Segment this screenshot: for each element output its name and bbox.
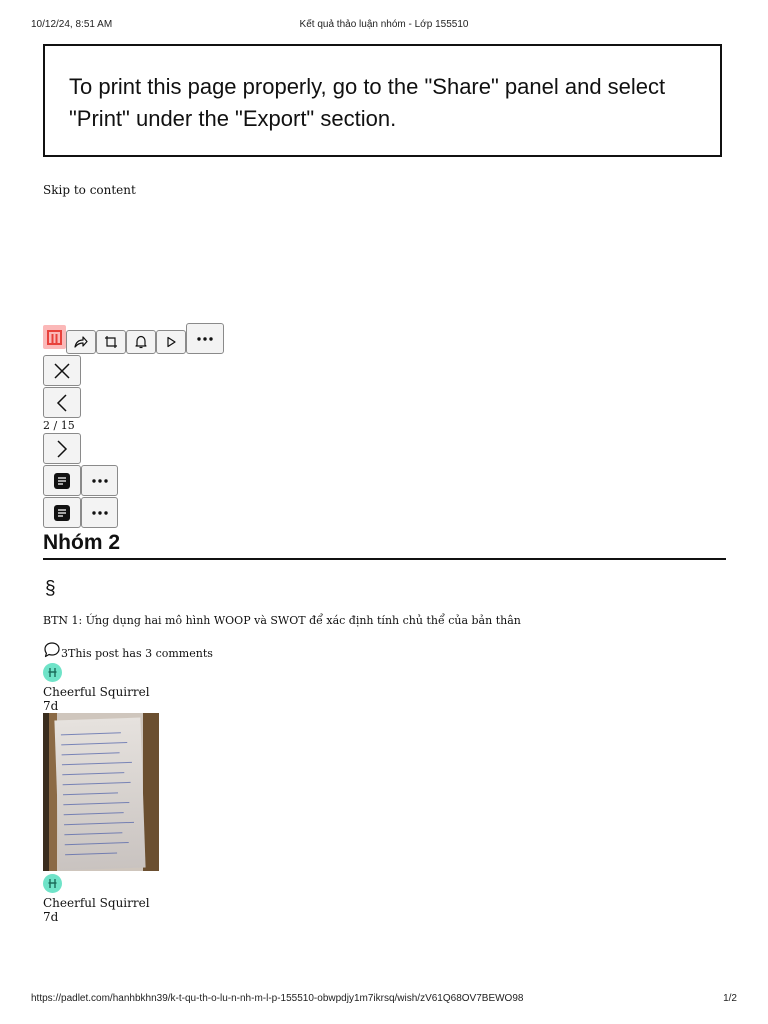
post-more-button[interactable] — [81, 465, 118, 496]
more-icon — [196, 337, 214, 341]
skip-to-content-link[interactable]: Skip to content — [43, 183, 136, 197]
comment-author: Cheerful Squirrel — [43, 896, 150, 910]
squirrel-avatar-icon — [47, 667, 58, 678]
more-options-button[interactable] — [186, 323, 224, 354]
comment-author: Cheerful Squirrel — [43, 685, 150, 699]
post-note-button[interactable] — [43, 465, 81, 496]
more-icon — [91, 511, 109, 515]
section-title: Nhóm 2 — [43, 531, 121, 554]
comment-image-handwritten-notes[interactable] — [43, 713, 159, 871]
comment-count: 3 — [61, 647, 68, 660]
note-icon — [53, 472, 71, 490]
chevron-right-icon — [56, 439, 68, 459]
comment-count-label: This post has 3 comments — [68, 647, 213, 660]
note-icon — [53, 504, 71, 522]
share-button[interactable] — [66, 330, 96, 354]
more-icon — [91, 479, 109, 483]
play-icon — [165, 336, 177, 348]
print-notice — [43, 44, 722, 157]
close-icon — [53, 362, 71, 380]
chevron-left-icon — [56, 393, 68, 413]
print-page-title: Kết quả thảo luận nhóm - Lớp 155510 — [299, 19, 469, 30]
print-header — [31, 19, 737, 33]
remake-button[interactable] — [96, 330, 126, 354]
comment-age: 7d — [43, 699, 59, 713]
avatar — [43, 874, 62, 893]
post-note-button-2[interactable] — [43, 497, 81, 528]
bell-icon — [135, 335, 147, 349]
print-footer — [31, 993, 737, 1007]
padlet-logo-icon[interactable] — [43, 325, 66, 349]
next-post-button[interactable] — [43, 433, 81, 464]
print-datetime: 10/12/24, 8:51 AM — [31, 19, 113, 30]
remake-icon — [104, 335, 118, 349]
close-button[interactable] — [43, 355, 81, 386]
post-text: BTN 1: Ứng dụng hai mô hình WOOP và SWOT để xác định tính chủ thể của bản thân — [43, 614, 521, 627]
comment-age: 7d — [43, 910, 59, 924]
comments-summary[interactable] — [43, 640, 213, 660]
previous-post-button[interactable] — [43, 387, 81, 418]
squirrel-avatar-icon — [47, 878, 58, 889]
post-more-button-2[interactable] — [81, 497, 118, 528]
comment-icon — [43, 641, 61, 659]
avatar — [43, 663, 62, 682]
post-counter: 2 / 15 — [43, 419, 75, 432]
slideshow-button[interactable] — [156, 330, 186, 354]
print-url: https://padlet.com/hanhbkhn39/k-t-qu-th-o-lu-n-nh-m-l-p-155510-obwpdjy1m7ikrsq/wish/zV61Q68OV7BEWO98 — [31, 993, 524, 1004]
photo-paper — [54, 718, 145, 871]
print-page-number: 1/2 — [723, 993, 737, 1004]
section-symbol: § — [45, 578, 56, 599]
notifications-button[interactable] — [126, 330, 156, 354]
section-divider — [43, 558, 726, 560]
share-icon — [74, 336, 88, 348]
print-notice-text: To print this page properly, go to the "Share" panel and select "Print" under the "Export" section. — [69, 74, 666, 131]
